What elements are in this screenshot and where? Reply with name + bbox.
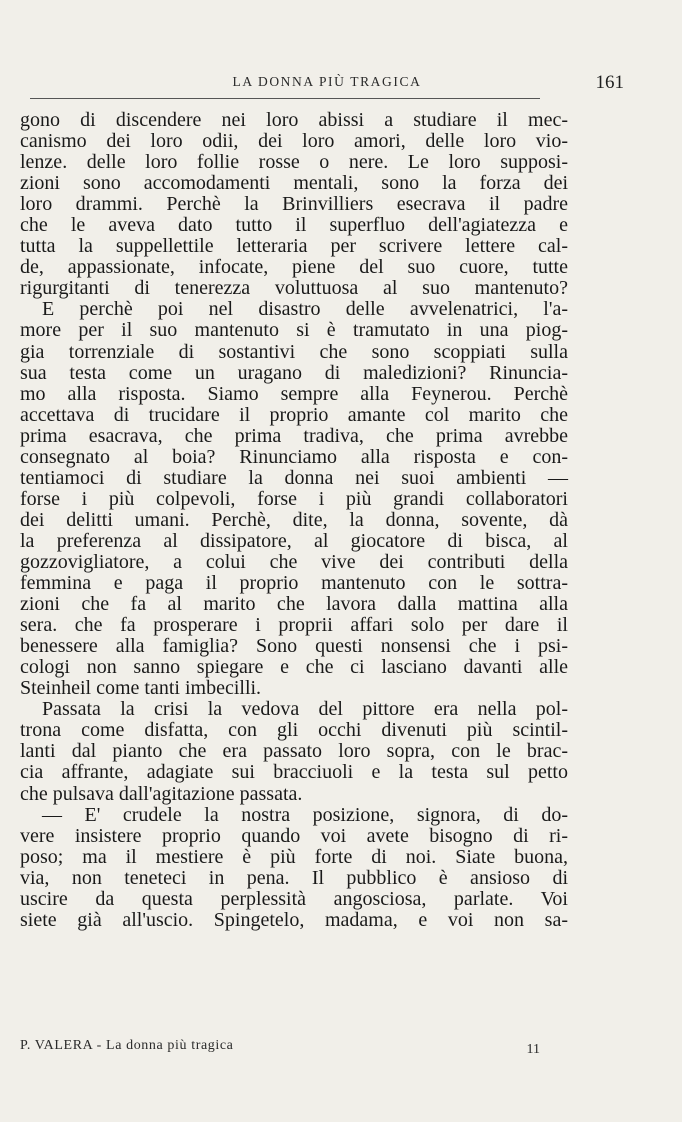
text-line: la preferenza al dissipatore, al giocatore di bisca, al xyxy=(20,529,568,552)
sheet-number: 11 xyxy=(526,1042,540,1057)
text-line: uscire da questa perplessità angosciosa, parlate. Voi xyxy=(20,887,568,910)
text-line: lanti dal pianto che era passato loro sopra, con le brac- xyxy=(20,740,568,763)
text-line: gono di discendere nei loro abissi a studiare il mec- xyxy=(20,109,568,131)
text-line: prima esacrava, che prima tradiva, che prima avrebbe xyxy=(20,424,568,447)
text-line: canismo dei loro odii, dei loro amori, delle loro vio- xyxy=(20,130,568,153)
text-line: forse i più colpevoli, forse i più grandi collaboratori xyxy=(20,487,568,510)
text-line: tentiamoci di studiare la donna nei suoi ambienti — xyxy=(20,466,568,489)
text-line: rigurgitanti di tenerezza voluttuosa al suo mantenuto? xyxy=(20,277,568,300)
text-line: benessere alla famiglia? Sono questi nonsensi che i psi- xyxy=(20,635,568,658)
text-line: lenze. delle loro follie rosse o nere. Le loro supposi- xyxy=(20,151,568,174)
text-line: via, non teneteci in pena. Il pubblico è ansioso di xyxy=(20,866,568,889)
text-line: cia affrante, adagiate sui bracciuoli e la testa sul petto xyxy=(20,761,568,784)
text-line: che le aveva dato tutto il superfluo dell'agiatezza e xyxy=(20,214,568,237)
text-line: sera. che fa prosperare i proprii affari solo per dare il xyxy=(20,614,568,637)
header-rule xyxy=(30,98,540,99)
text-line: trona come disfatta, con gli occhi divenuti più scintil- xyxy=(20,719,568,742)
text-line: siete già all'uscio. Spingetelo, madama, e voi non sa- xyxy=(20,908,568,931)
text-line: E perchè poi nel disastro delle avvelenatrici, l'a- xyxy=(42,298,568,321)
text-line: zioni sono accomodamenti mentali, sono la forza dei xyxy=(20,172,568,195)
text-line: loro drammi. Perchè la Brinvilliers esecrava il padre xyxy=(20,193,568,216)
text-line: Steinheil come tanti imbecilli. xyxy=(20,677,262,700)
text-line: mo alla risposta. Siamo sempre alla Feynerou. Perchè xyxy=(20,382,568,405)
text-line: de, appassionate, infocate, piene del suo cuore, tutte xyxy=(20,256,568,279)
text-line: zioni che fa al marito che lavora dalla mattina alla xyxy=(20,593,568,616)
text-line: gia torrenziale di sostantivi che sono scoppiati sulla xyxy=(20,340,568,363)
body-text xyxy=(20,110,568,931)
text-line: tutta la suppellettile letteraria per scrivere lettere cal- xyxy=(20,235,568,258)
text-line: consegnato al boia? Rinunciamo alla risposta e con- xyxy=(20,445,568,468)
running-header xyxy=(30,74,624,98)
text-line: gozzovigliatore, a colui che vive dei contributi della xyxy=(20,550,568,573)
text-line: femmina e paga il proprio mantenuto con le sottra- xyxy=(20,572,568,595)
text-line: accettava di trucidare il proprio amante col marito che xyxy=(20,403,568,426)
text-line: more per il suo mantenuto si è tramutato in una piog- xyxy=(20,319,568,342)
text-line: vere insistere proprio quando voi avete bisogno di ri- xyxy=(20,824,568,847)
running-title: LA DONNA PIÙ TRAGICA xyxy=(232,74,422,89)
text-line: poso; ma il mestiere è più forte di noi. Siate buona, xyxy=(20,845,568,868)
page-number: 161 xyxy=(595,72,624,93)
text-line: che pulsava dall'agitazione passata. xyxy=(20,782,303,805)
text-line: — E' crudele la nostra posizione, signora, di do- xyxy=(42,803,568,826)
text-line: Passata la crisi la vedova del pittore era nella pol- xyxy=(42,698,568,721)
text-line: cologi non sanno spiegare e che ci lasciano davanti alle xyxy=(20,656,568,679)
printer-signature: P. VALERA - La donna più tragica xyxy=(20,1038,234,1053)
text-line: dei delitti umani. Perchè, dite, la donna, sovente, dà xyxy=(20,508,568,531)
text-line: sua testa come un uragano di maledizioni? Rinuncia- xyxy=(20,361,568,384)
